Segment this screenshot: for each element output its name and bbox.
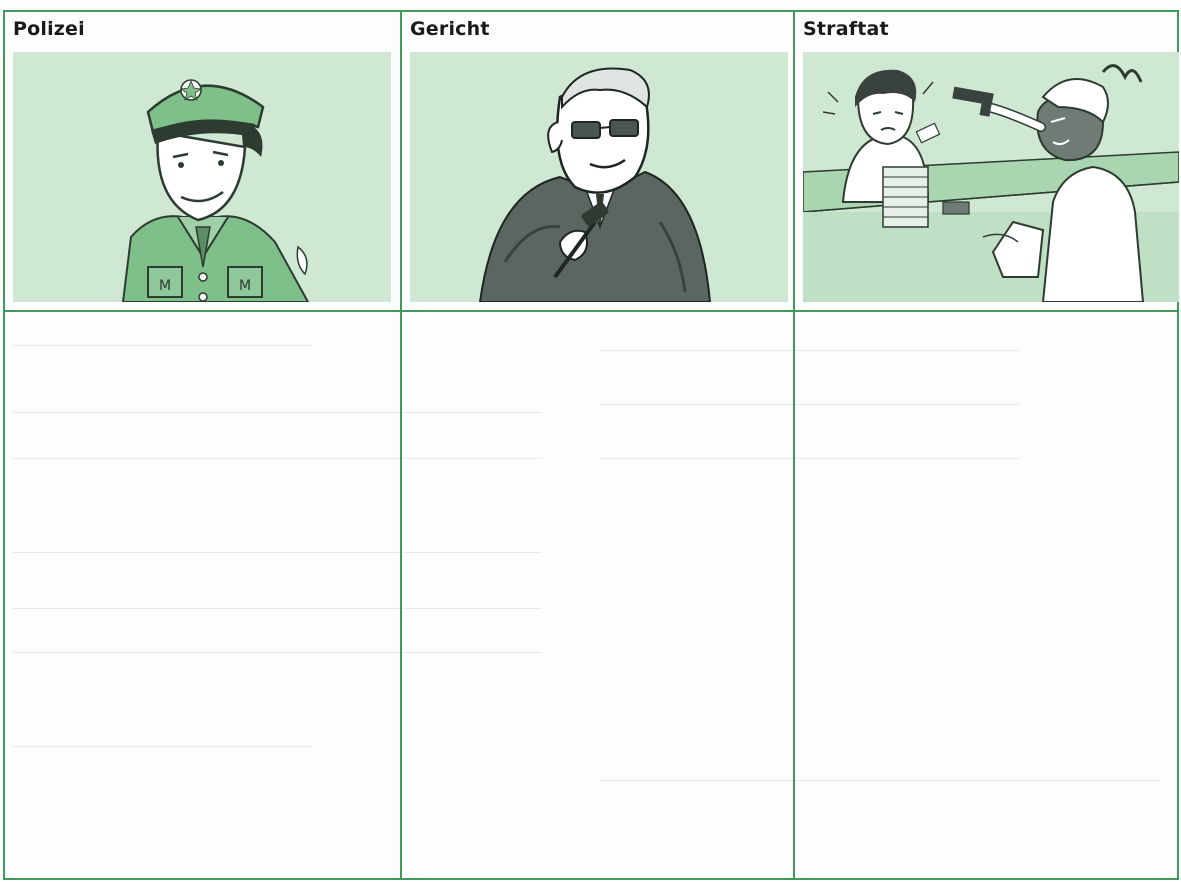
table-cell-gericht — [402, 12, 793, 310]
svg-text:M: M — [158, 278, 172, 294]
police-officer-image — [13, 52, 391, 302]
svg-text:M: M — [238, 278, 252, 294]
answer-cell-polizei[interactable] — [5, 312, 400, 878]
robbery-illustration — [803, 52, 1179, 302]
answer-cell-gericht[interactable] — [402, 312, 793, 878]
answer-cell-straftat[interactable] — [795, 312, 1177, 878]
column-heading-polizei: Polizei — [13, 18, 85, 40]
judge-illustration — [410, 52, 788, 302]
police-officer-illustration — [13, 52, 391, 302]
table-cell-polizei — [5, 12, 400, 310]
table-cell-straftat — [795, 12, 1177, 310]
robbery-image — [803, 52, 1179, 302]
table-grid — [3, 10, 1179, 880]
judge-image — [410, 52, 788, 302]
column-heading-gericht: Gericht — [410, 18, 490, 40]
column-heading-straftat: Straftat — [803, 18, 889, 40]
